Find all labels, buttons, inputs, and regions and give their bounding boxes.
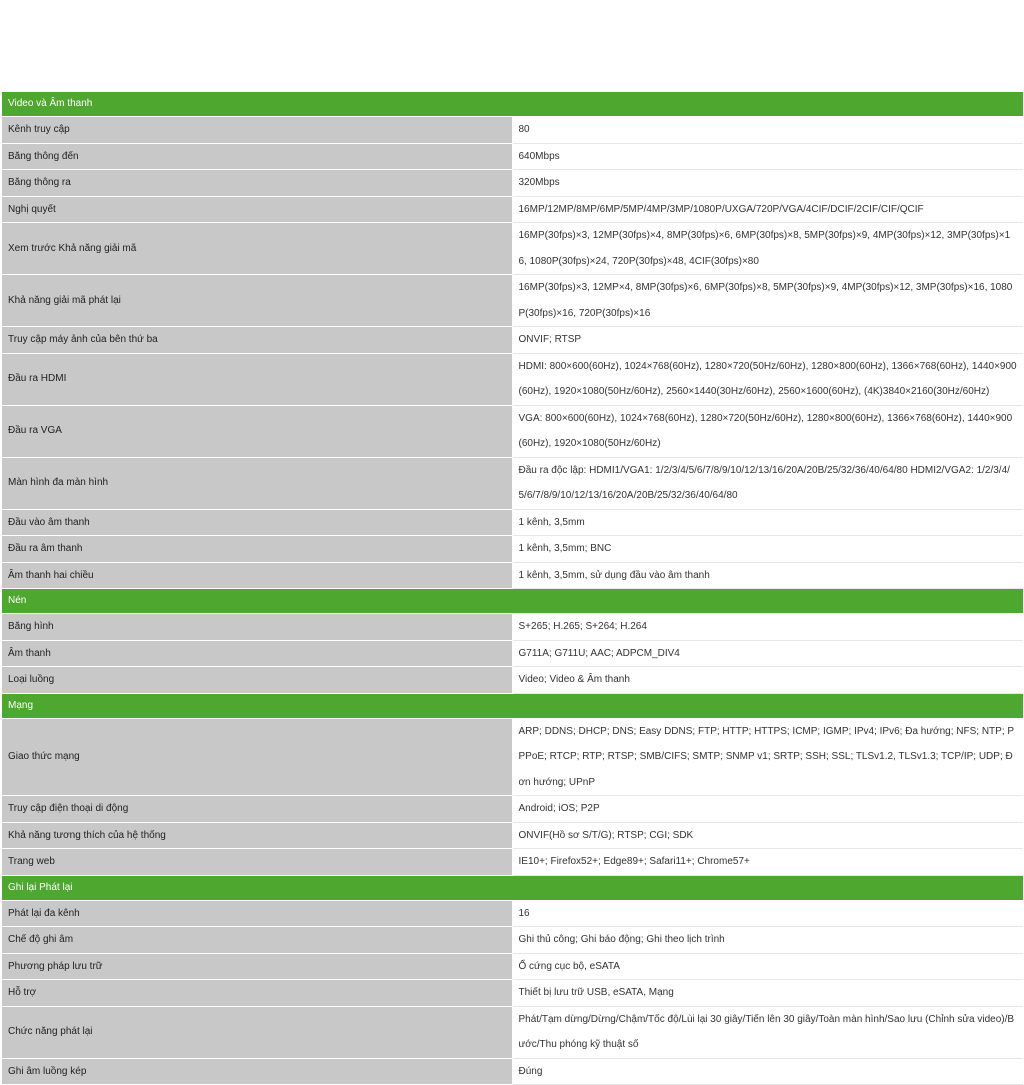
spec-label: Loại luồng bbox=[2, 667, 513, 694]
spec-value: 16 bbox=[513, 901, 1024, 928]
spec-row bbox=[2, 641, 1023, 668]
spec-row bbox=[2, 901, 1023, 928]
section-title: Mạng bbox=[2, 694, 1023, 719]
spec-value: S+265; H.265; S+264; H.264 bbox=[513, 614, 1024, 641]
spec-value: 16MP(30fps)×3, 12MP(30fps)×4, 8MP(30fps)×6, 6MP(30fps)×8, 5MP(30fps)×9, 4MP(30fps)×12, 3MP(30fps)×16, 1080P(30fps)×24, 720P(30fps)×48, 4CIF(30fps)×80 bbox=[513, 223, 1024, 275]
spec-label: Truy cập điện thoại di động bbox=[2, 796, 513, 823]
spec-row bbox=[2, 849, 1023, 876]
spec-row bbox=[2, 406, 1023, 458]
spec-value: 640Mbps bbox=[513, 144, 1024, 171]
spec-value: Video; Video & Âm thanh bbox=[513, 667, 1024, 694]
spec-row bbox=[2, 927, 1023, 954]
spec-label: Khả năng giải mã phát lại bbox=[2, 275, 513, 327]
spec-label: Phát lại đa kênh bbox=[2, 901, 513, 928]
spec-row bbox=[2, 563, 1023, 590]
spec-value: 80 bbox=[513, 117, 1024, 144]
spec-value: VGA: 800×600(60Hz), 1024×768(60Hz), 1280×720(50Hz/60Hz), 1280×800(60Hz), 1366×768(60Hz), 1440×900(60Hz), 1920×1080(50Hz/60Hz) bbox=[513, 406, 1024, 458]
spec-label: Truy cập máy ảnh của bên thứ ba bbox=[2, 327, 513, 354]
spec-label: Âm thanh hai chiều bbox=[2, 563, 513, 590]
section-header bbox=[2, 694, 1023, 719]
spec-label: Đầu ra VGA bbox=[2, 406, 513, 458]
spec-row bbox=[2, 796, 1023, 823]
spec-value: HDMI: 800×600(60Hz), 1024×768(60Hz), 1280×720(50Hz/60Hz), 1280×800(60Hz), 1366×768(60Hz), 1440×900(60Hz), 1920×1080(50Hz/60Hz), 2560×1440(30Hz/60Hz), 2560×1600(60Hz), (4K)3840×2160(30Hz/60Hz) bbox=[513, 354, 1024, 406]
spec-table-body bbox=[2, 92, 1023, 1085]
spec-label: Băng hình bbox=[2, 614, 513, 641]
spec-label: Trang web bbox=[2, 849, 513, 876]
spec-row bbox=[2, 144, 1023, 171]
spec-row bbox=[2, 954, 1023, 981]
spec-label: Nghị quyết bbox=[2, 197, 513, 224]
spec-row bbox=[2, 667, 1023, 694]
spec-label: Giao thức mạng bbox=[2, 719, 513, 797]
spec-row bbox=[2, 980, 1023, 1007]
section-header bbox=[2, 876, 1023, 901]
spec-label: Kênh truy cập bbox=[2, 117, 513, 144]
spec-label: Phương pháp lưu trữ bbox=[2, 954, 513, 981]
spec-label: Khả năng tương thích của hệ thống bbox=[2, 823, 513, 850]
spec-row bbox=[2, 1007, 1023, 1059]
spec-row bbox=[2, 823, 1023, 850]
spec-label: Băng thông ra bbox=[2, 170, 513, 197]
spec-value: Thiết bị lưu trữ USB, eSATA, Mạng bbox=[513, 980, 1024, 1007]
spec-value: ARP; DDNS; DHCP; DNS; Easy DDNS; FTP; HTTP; HTTPS; ICMP; IGMP; IPv4; IPv6; Đa hướng; NFS; NTP; PPPoE; RTCP; RTP; RTSP; SMB/CIFS; SMTP; SNMP v1; SRTP; SSH; SSL; TLSv1.2, TLSv1.3; TCP/IP; UDP; Đơn hướng; UPnP bbox=[513, 719, 1024, 797]
spec-row bbox=[2, 510, 1023, 537]
spec-row bbox=[2, 117, 1023, 144]
spec-row bbox=[2, 327, 1023, 354]
spec-label: Xem trước Khả năng giải mã bbox=[2, 223, 513, 275]
spec-row bbox=[2, 197, 1023, 224]
spec-value: ONVIF; RTSP bbox=[513, 327, 1024, 354]
spec-row bbox=[2, 170, 1023, 197]
spec-value: Đầu ra độc lập: HDMI1/VGA1: 1/2/3/4/5/6/7/8/9/10/12/13/16/20A/20B/25/32/36/40/64/80 HDMI2/VGA2: 1/2/3/4/5/6/7/8/9/10/12/13/16/20A/20B/25/32/36/40/64/80 bbox=[513, 458, 1024, 510]
spec-value: 1 kênh, 3,5mm, sử dụng đầu vào âm thanh bbox=[513, 563, 1024, 590]
spec-label: Băng thông đến bbox=[2, 144, 513, 171]
spec-value: IE10+; Firefox52+; Edge89+; Safari11+; Chrome57+ bbox=[513, 849, 1024, 876]
section-title: Nén bbox=[2, 589, 1023, 614]
spec-value: Phát/Tạm dừng/Dừng/Chậm/Tốc độ/Lùi lại 30 giây/Tiến lên 30 giây/Toàn màn hình/Sao lưu (Chỉnh sửa video)/Bước/Thu phóng kỹ thuật số bbox=[513, 1007, 1024, 1059]
spec-label: Ghi âm luồng kép bbox=[2, 1059, 513, 1085]
spec-value: Ổ cứng cục bộ, eSATA bbox=[513, 954, 1024, 981]
spec-value: Ghi thủ công; Ghi báo động; Ghi theo lịch trình bbox=[513, 927, 1024, 954]
spec-value: 16MP(30fps)×3, 12MP×4, 8MP(30fps)×6, 6MP(30fps)×8, 5MP(30fps)×9, 4MP(30fps)×12, 3MP(30fps)×16, 1080P(30fps)×16, 720P(30fps)×16 bbox=[513, 275, 1024, 327]
spec-row bbox=[2, 719, 1023, 797]
spec-label: Hỗ trợ bbox=[2, 980, 513, 1007]
spec-label: Chức năng phát lại bbox=[2, 1007, 513, 1059]
spec-label: Màn hình đa màn hình bbox=[2, 458, 513, 510]
spec-row bbox=[2, 275, 1023, 327]
spec-value: G711A; G711U; AAC; ADPCM_DIV4 bbox=[513, 641, 1024, 668]
spec-row bbox=[2, 614, 1023, 641]
section-title: Video và Âm thanh bbox=[2, 92, 1023, 117]
spec-label: Chế độ ghi âm bbox=[2, 927, 513, 954]
spec-label: Âm thanh bbox=[2, 641, 513, 668]
spec-row bbox=[2, 458, 1023, 510]
spec-row bbox=[2, 354, 1023, 406]
spec-row bbox=[2, 536, 1023, 563]
spec-row bbox=[2, 1059, 1023, 1085]
spec-value: 320Mbps bbox=[513, 170, 1024, 197]
spec-label: Đầu ra âm thanh bbox=[2, 536, 513, 563]
spec-value: ONVIF(Hồ sơ S/T/G); RTSP; CGI; SDK bbox=[513, 823, 1024, 850]
section-header bbox=[2, 92, 1023, 117]
spec-table bbox=[2, 92, 1023, 1085]
section-title: Ghi lại Phát lại bbox=[2, 876, 1023, 901]
section-header bbox=[2, 589, 1023, 614]
spec-value: 1 kênh, 3,5mm; BNC bbox=[513, 536, 1024, 563]
spec-row bbox=[2, 223, 1023, 275]
spec-value: Android; iOS; P2P bbox=[513, 796, 1024, 823]
spec-label: Đầu vào âm thanh bbox=[2, 510, 513, 537]
spec-value: Đúng bbox=[513, 1059, 1024, 1085]
spec-label: Đầu ra HDMI bbox=[2, 354, 513, 406]
spec-value: 16MP/12MP/8MP/6MP/5MP/4MP/3MP/1080P/UXGA/720P/VGA/4CIF/DCIF/2CIF/CIF/QCIF bbox=[513, 197, 1024, 224]
spec-value: 1 kênh, 3,5mm bbox=[513, 510, 1024, 537]
